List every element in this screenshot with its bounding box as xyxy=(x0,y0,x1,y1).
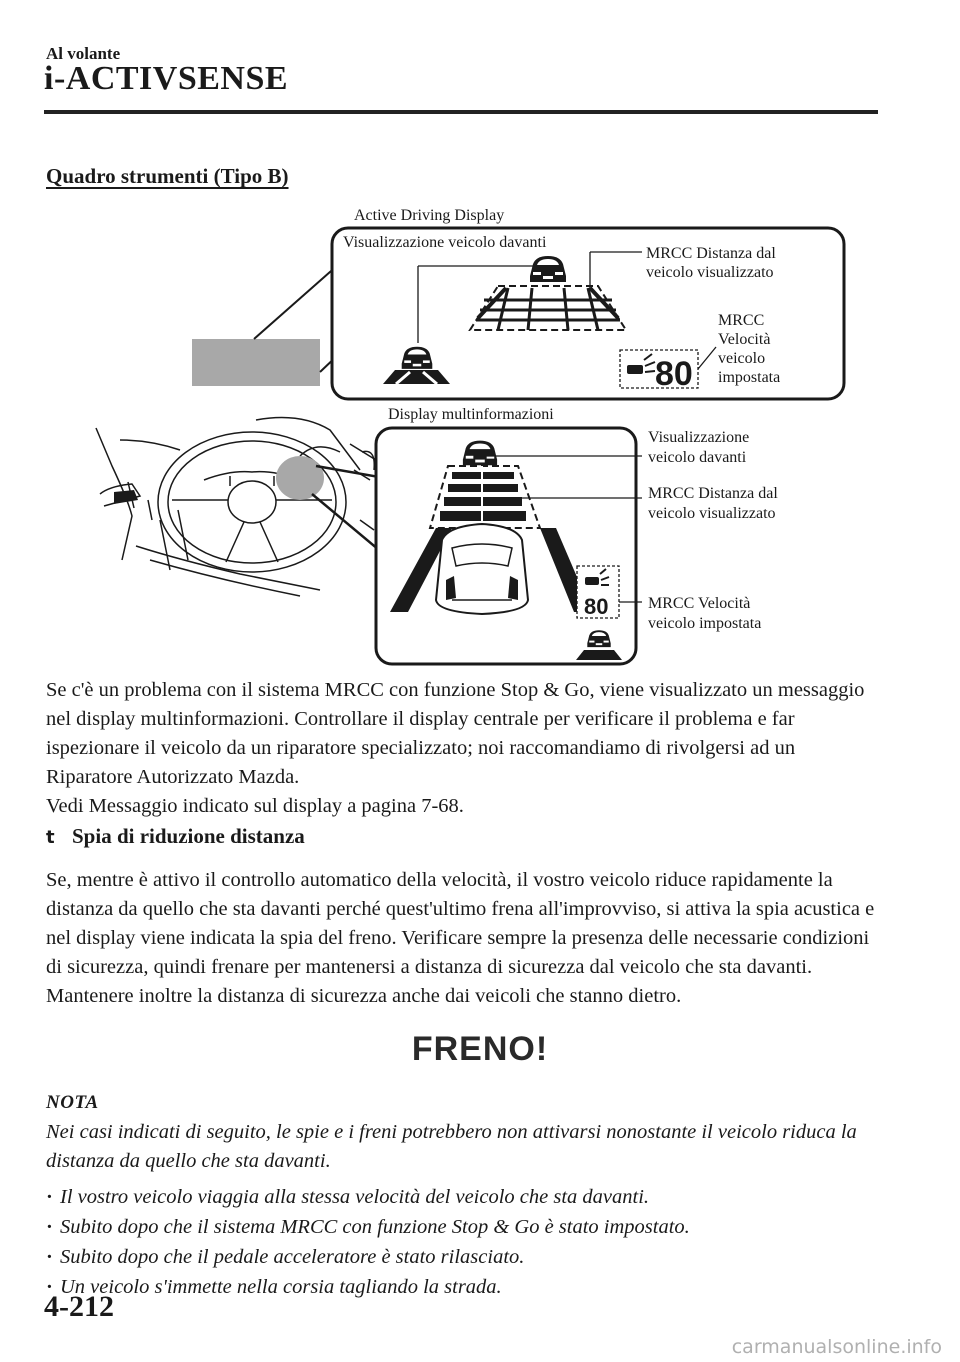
paragraph-mrcc-reference: Vedi Messaggio indicato sul display a pagina 7-68. xyxy=(46,795,464,817)
adl-label-distance: veicolo visualizzato xyxy=(646,264,774,281)
adl-label-distance: MRCC Distanza dal xyxy=(646,245,776,262)
note-intro: Nei casi indicati di seguito, le spie e i freni potrebbero non attivarsi nonostante il veicolo riduca la distanza da quello che sta davanti. xyxy=(46,1121,857,1172)
paragraph-mrcc-text: Se c'è un problema con il sistema MRCC con funzione Stop & Go, viene visualizzato un messaggio nel display multinformazioni. Controllare il display centrale per verificare il problema e far ispezionare il veicolo da un riparatore specializzato; noi raccomandiamo di rivolgersi ad un Riparatore Autorizzato Mazda. xyxy=(46,679,865,788)
adl-label-speed: veicolo xyxy=(718,350,766,367)
mid-title: Display multinformazioni xyxy=(388,406,554,423)
cluster-area xyxy=(276,456,324,500)
mid-set-speed: 80 xyxy=(584,594,609,619)
adl-label-speed: impostata xyxy=(718,369,781,386)
warning-title: Spia di riduzione distanza xyxy=(72,824,305,848)
list-item: · Un veicolo s'immette nella corsia tagliando la strada. xyxy=(46,1272,690,1302)
mid-own-car-icon xyxy=(436,524,528,614)
paragraph-mrcc-problem xyxy=(46,676,876,821)
adl-title: Active Driving Display xyxy=(354,207,505,224)
note-title: NOTA xyxy=(46,1092,99,1113)
brake-warning-display: FRENO! xyxy=(411,1030,549,1068)
mid-label-front-car: Visualizzazione xyxy=(648,429,750,446)
mid-label-speed: veicolo impostata xyxy=(648,615,762,632)
header-rule xyxy=(44,110,878,114)
note-list xyxy=(46,1182,690,1302)
list-item: · Subito dopo che il sistema MRCC con funzione Stop & Go è stato impostato. xyxy=(46,1212,690,1242)
warning-heading xyxy=(46,824,305,849)
adl-set-speed: 80 xyxy=(655,355,693,393)
section-label: Al volante xyxy=(46,44,121,63)
warning-paragraph: Se, mentre è attivo il controllo automatico della velocità, il vostro veicolo riduce rapidamente la distanza da quello che sta davanti perché quest'ultimo frena all'improvviso, si attiva la spia acustica e nel display viene indicata la spia del freno. Verificare sempre la presenza delle necessarie condizioni di sicurezza, quindi frenare per mantenersi a distanza di sicurezza dal veicolo che sta davanti. Mantenere inoltre la distanza di sicurezza anche dai veicoli che stanno dietro. xyxy=(46,869,875,1007)
section-marker-icon: t xyxy=(46,827,55,848)
adl-label-speed: Velocità xyxy=(718,331,771,348)
mid-label-speed: MRCC Velocità xyxy=(648,595,751,612)
mid-label-distance: MRCC Distanza dal xyxy=(648,485,778,502)
list-item: · Il vostro veicolo viaggia alla stessa velocità del veicolo che sta davanti. xyxy=(46,1182,690,1212)
dashboard-illustration xyxy=(96,418,376,596)
figure-subheading: Quadro strumenti (Tipo B) xyxy=(46,164,289,188)
list-item: · Subito dopo che il pedale acceleratore è stato rilasciato. xyxy=(46,1242,690,1272)
watermark: carmanualsonline.info xyxy=(731,1336,942,1358)
mid-pointer-line xyxy=(312,494,385,555)
mid-label-front-car: veicolo davanti xyxy=(648,449,747,466)
mid-label-distance: veicolo visualizzato xyxy=(648,505,776,522)
adl-pointer-line xyxy=(254,264,339,339)
adl-label-front-car: Visualizzazione veicolo davanti xyxy=(343,234,547,251)
windshield-area xyxy=(192,339,320,386)
adl-label-speed: MRCC xyxy=(718,312,765,329)
instrument-figure xyxy=(80,196,870,668)
chapter-title: i-ACTIVSENSE xyxy=(44,60,289,97)
page-number: 4-212 xyxy=(44,1290,114,1323)
vent-icon xyxy=(114,490,138,504)
